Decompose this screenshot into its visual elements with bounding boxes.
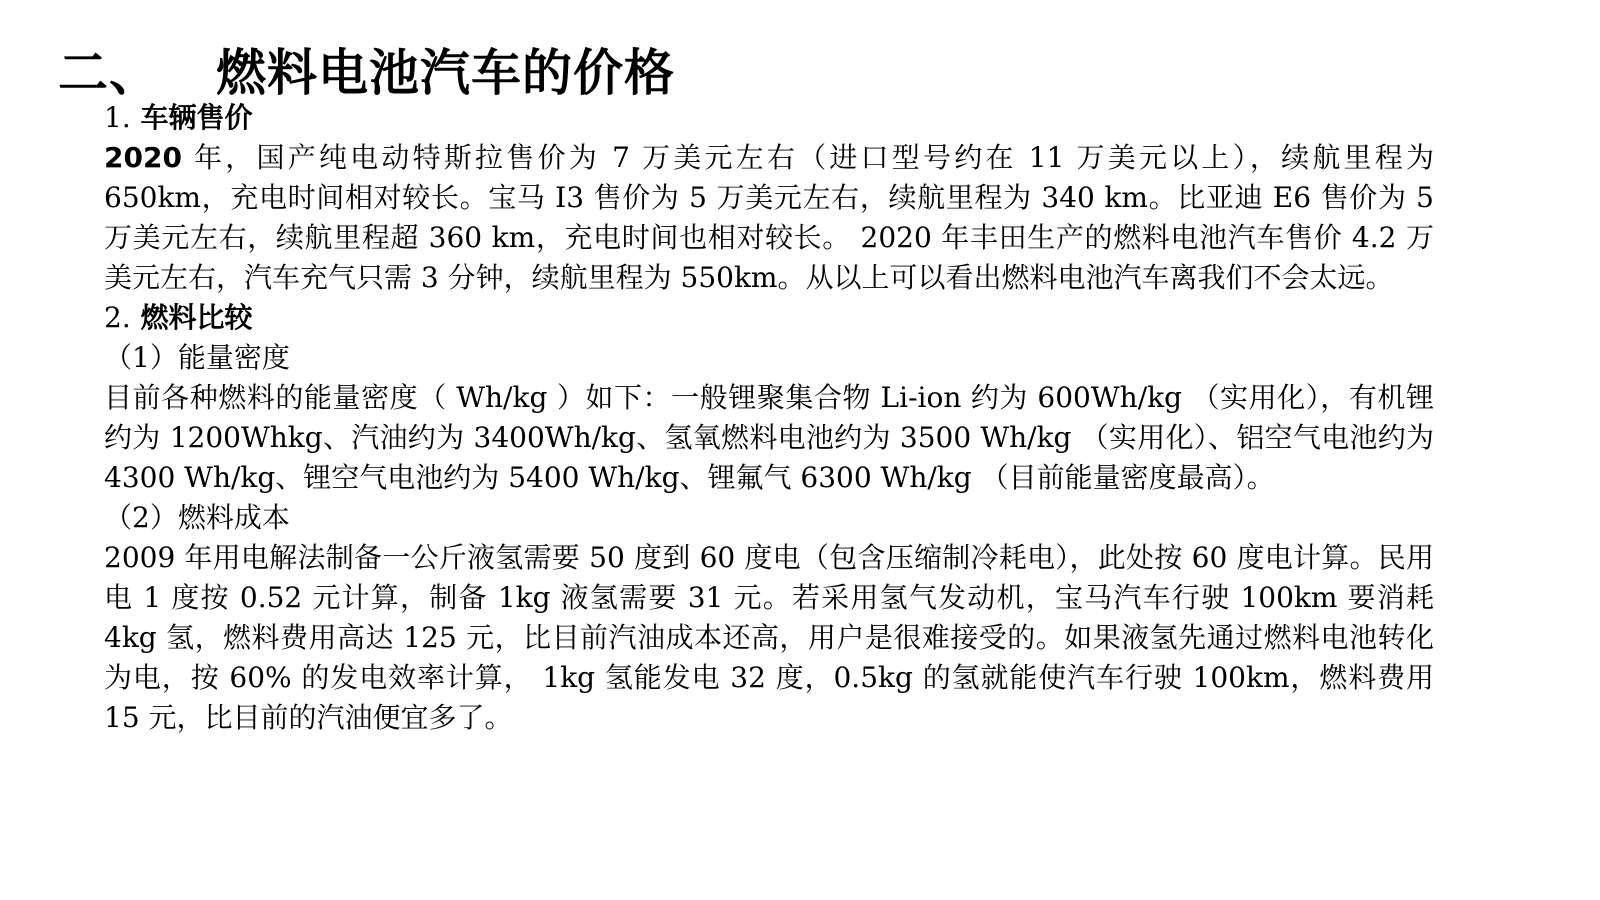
- energy-density-paragraph: 目前各种燃料的能量密度（ Wh/kg ）如下：一般锂聚集合物 Li-ion 约为 600Wh/kg （实用化），有机锂约为 1200Whkg、汽油约为 3400Wh/kg、氢氧燃料电池约为 3500 Wh/kg （实用化）、铝空气电池约为 4300 Wh/kg、锂空气电池约为 5400 Wh/kg、锂氟气 6300 Wh/kg （目前能量密度最高）。: [104, 381, 1434, 494]
- fuel-cost-paragraph: 2009 年用电解法制备一公斤液氢需要 50 度到 60 度电（包含压缩制冷耗电），此处按 60 度电计算。民用电 1 度按 0.52 元计算，制备 1kg 液氢需要 31 元。若采用氢气发动机，宝马汽车行驶 100km 要消耗 4kg 氢，燃料费用高达 125 元，比目前汽油成本还高，用户是很难接受的。如果液氢先通过燃料电池转化为电，按 60% 的发电效率计算， 1kg 氢能发电 32 度，0.5kg 的氢就能使汽车行驶 100km，燃料费用 15 元，比目前的汽油便宜多了。: [104, 541, 1434, 734]
- section2-number: 2.: [104, 301, 131, 334]
- energy-density-label: （1）能量密度: [104, 341, 290, 374]
- title-text: 燃料电池汽车的价格: [216, 44, 675, 102]
- slide-content: [104, 98, 1434, 738]
- fuel-cost-label: （2）燃料成本: [104, 501, 290, 534]
- section1-heading-text: 车辆售价: [140, 101, 253, 134]
- section1-number: 1.: [104, 101, 131, 134]
- section2-heading: [104, 298, 1434, 338]
- title-number: 二、: [58, 44, 160, 102]
- section2-heading-text: 燃料比较: [140, 301, 253, 334]
- slide-title: [58, 42, 675, 104]
- section1-year: 2020: [104, 141, 182, 174]
- section1-paragraph: [104, 138, 1434, 298]
- section1-heading: [104, 98, 1434, 138]
- section1-body: 年，国产纯电动特斯拉售价为 7 万美元左右（进口型号约在 11 万美元以上），续航里程为 650km，充电时间相对较长。宝马 I3 售价为 5 万美元左右，续航里程为 340 km。比亚迪 E6 售价为 5 万美元左右，续航里程超 360 km，充电时间也相对较长。 2020 年丰田生产的燃料电池汽车售价 4.2 万美元左右，汽车充气只需 3 分钟，续航里程为 550km。从以上可以看出燃料电池汽车离我们不会太远。: [104, 141, 1434, 294]
